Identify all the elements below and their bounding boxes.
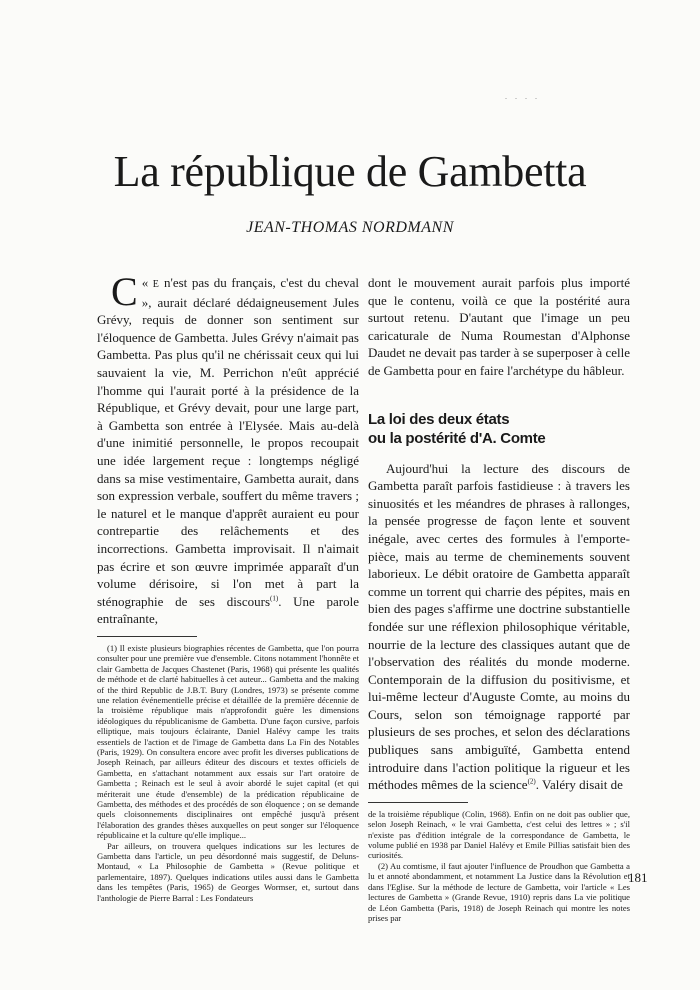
continued-paragraph: dont le mouvement aurait parfois plus importé que le contenu, voilà ce que la postérité aura surtout retenu. D'autant que l'image un peu caricaturale de Numa Roumestan d'Alphonse Daudet ne devait pas tarder à se superposer à celle de Gambetta pour en faire l'archétype du hâbleur.	[368, 275, 630, 378]
right-column	[368, 274, 630, 923]
footnote-1b: Par ailleurs, on trouvera quelques indications sur les lectures de Gambetta dans l'article, un peu désordonné mais suggestif, de Deluns-Montaud, « La Philosophie de Gambetta » (Revue politique et parlementaire, 1897). Quelques indications utiles aussi dans le Gambetta dans les tempêtes (Paris, 1965) de Georges Wormser, et, surtout dans l'anthologie de Pierre Barral : Les Fondateurs	[97, 840, 359, 903]
footnote-ref-2: (2)	[527, 777, 536, 786]
footnote-ref-1: (1)	[270, 594, 279, 603]
opening-paragraph: C « E n'est pas du français, c'est du cheval », aurait déclaré dédaigneusement Jules Grévy, requis de donner son sentiment sur l'éloquence de Gambetta. Jules Grévy n'aimait pas Gambetta. Pas plus qu'il ne chérissait ceux qui lui sauvaient la vie, M. Perrichon n'eût apprécié l'homme qui l'aurait porté à la présidence de la République, et Grévy devait, pour une large part, à Gambetta son entrée à l'Elysée. Mais au-delà d'une inimitié personnelle, le propos recoupait une idée largement reçue : longtemps négligé dans sa mise vestimentaire, Gambetta aurait, dans son expression verbale, souffert du même travers ; le naturel et le manque d'apprêt auraient eu pour contrepartie des relâchements et des incorrections. Gambetta improvisait. Il n'aimait pas écrire et son œuvre imprimée apparaît d'un volume dérisoire, si l'on met à part la sténographie de ses discours$^{(1)}$. Une parole entraînante,	[97, 269, 359, 627]
page-number: 181	[628, 870, 648, 885]
left-column	[97, 269, 359, 903]
corner-marks: . . . .	[505, 92, 540, 101]
article-author: JEAN-THOMAS NORDMANN	[246, 219, 454, 236]
drop-cap: C	[111, 269, 138, 314]
small-caps-start: E	[152, 279, 160, 290]
article-title: La république de Gambetta	[113, 147, 587, 196]
footnote-1-continued: de la troisième république (Colin, 1968). Enfin on ne doit pas oublier que, selon Joseph Reinach, « le vrai Gambetta, c'est celui des lettres » ; s'il n'existe pas d'édition intégrale de la correspondance de Gambetta, le volume publié en 1938 par Daniel Halévy et Emile Pillias satisfait bien des curiosités.	[368, 808, 630, 861]
footnote-1: (1) Il existe plusieurs biographies récentes de Gambetta, que l'on pourra consulter pour une première vue d'ensemble. Citons notamment l'honnête et clair Gambetta de Jacques Chastenet (Paris, 1968) qui présente les qualités de méthode et de clarté habituelles à cet auteur... Gambetta and the making of the third Republic de J.B.T. Bury (Londres, 1973) se présente comme une relation événementielle précise et détaillée de la première décennie de la troisième république mais n'approfondit guère les dimensions idéologiques du républicanisme de Gambetta. D'une façon cursive, parfois elliptique, mais toujours éclairante, Daniel Halévy campe les traits essentiels de l'action et de l'image de Gambetta dans La Fin des Notables (Paris, 1929). On consultera encore avec profit les diverses publications de Joseph Reinach, par ailleurs éditeur des discours et textes officiels de Gambetta, en s'attachant notamment aux essais sur l'art oratoire de Gambetta ; Reinach est le seul à avoir abordé le sujet capital (et qui mériterait une étude d'ensemble) de la prédication républicaine de Gambetta, des méthodes et des procédés de son éloquence ; on se demande quels cloisonnements disciplinaires ont empêché jusqu'à présent l'élaboration des grandes thèses auxquelles on peut songer sur l'éloquence républicaine et la culture qu'elle implique...	[97, 642, 359, 841]
section-heading-line2: ou la postérité d'A. Comte	[368, 429, 546, 447]
section-paragraph-text: Aujourd'hui la lecture des discours de Gambetta paraît parfois fastidieuse : à travers les sinuosités et les méandres de phrases à rallonges, la pensée progresse de façon lente et souvent inégale, avec certes des formules à l'emporte-pièce, mais au terme de cheminements souvent laborieux. Le débit oratoire de Gambetta apparaît comme un torrent qui charrie des pépites, mais en bien des pages s'affirme une doctrine substantielle fondée sur une réflexion philosophique véritable, nourrie de la lecture des classiques autant que de l'observation des réalités du monde moderne. Contemporain de la diffusion du positivisme, et lui-même lecteur d'Auguste Comte, au moins du Cours, selon son témoignage rapporté par plusieurs de ses proches, et selon des déclarations publiques sans ambiguïté, Gambetta entend introduire dans l'action politique la rigueur et les méthodes mêmes de la science	[368, 460, 630, 793]
footnote-rule	[97, 636, 197, 637]
opening-paragraph-text: n'est pas du français, c'est du cheval », aurait déclaré dédaigneusement Jules Grévy, requis de donner son sentiment sur l'éloquence de Gambetta. Jules Grévy n'aimait pas Gambetta. Pas plus qu'il ne chérissait ceux qui lui sauvaient la vie, M. Perrichon n'eût apprécié l'homme qui l'aurait porté à la présidence de la République, et Grévy devait, pour une large part, à Gambetta son entrée à l'Elysée. Mais au-delà d'une inimitié personnelle, le propos recoupait une idée largement reçue : longtemps négligé dans sa mise vestimentaire, Gambetta aurait, dans son expression verbale, souffert du même travers ; le naturel et le manque d'apprêt auraient eu pour contrepartie des relâchements et des incorrections. Gambetta improvisait. Il n'aimait pas écrire et son œuvre imprimée apparaît d'un volume dérisoire, si l'on met à part la sténographie de ses discours	[97, 275, 359, 609]
opening-paragraph-end: . Une parole entraînante,	[97, 593, 359, 627]
section-heading	[368, 410, 630, 448]
section-paragraph-end: . Valéry disait de	[535, 777, 623, 793]
section-paragraph	[368, 460, 630, 794]
section-heading-line1: La loi des deux états	[368, 410, 510, 428]
footnote-rule-right	[368, 802, 468, 803]
footnote-2: (2) Au comtisme, il faut ajouter l'influence de Proudhon que Gambetta a lu et annoté abondamment, et notamment La Justice dans la Révolution et dans l'Eglise. Sur la méthode de lecture de Gambetta, voir l'article « Les lectures de Gambetta » (Grande Revue, 1910) repris dans La vie politique de Léon Gambetta (Paris, 1918) de Joseph Reinach qui montre les notes prises par	[368, 860, 630, 923]
